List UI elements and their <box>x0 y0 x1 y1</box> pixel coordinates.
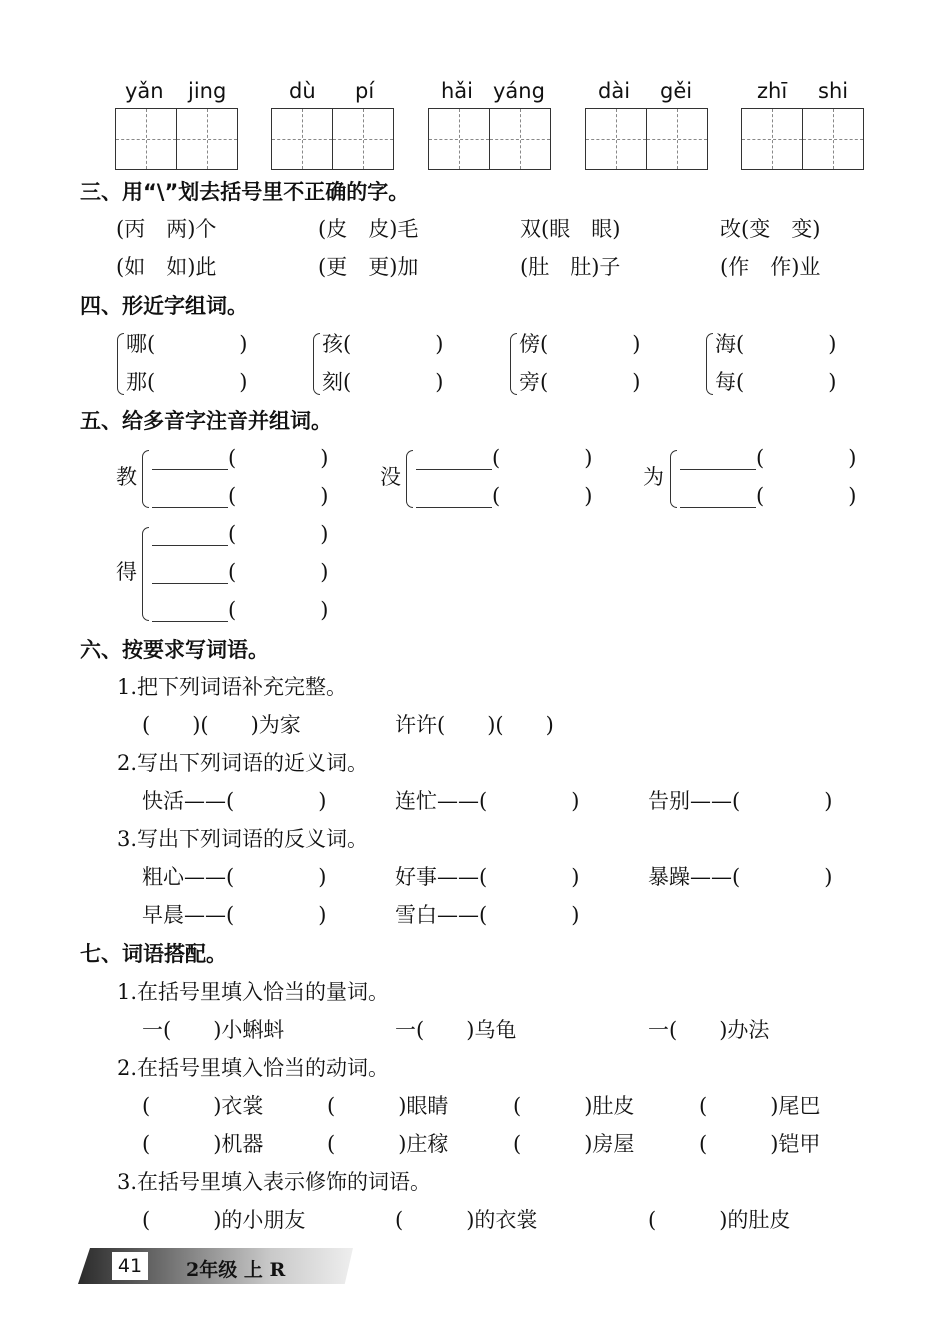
brace <box>510 333 517 395</box>
fill-item[interactable]: ( )尾巴 <box>699 1094 821 1118</box>
pinyin-1b: jing <box>188 79 227 103</box>
pinyin-blank[interactable] <box>152 621 228 622</box>
word-pair-top[interactable]: 海( ) <box>715 332 837 356</box>
pinyin-blank[interactable] <box>152 545 228 546</box>
pinyin-2b: pí <box>355 79 375 103</box>
choice-item[interactable]: (如 如)此 <box>116 255 217 279</box>
choice-item[interactable]: (丙 两)个 <box>116 217 217 241</box>
choice-item[interactable]: 双(眼 眼) <box>520 217 621 241</box>
word-pair-bottom[interactable]: 那( ) <box>126 370 248 394</box>
word-pair-top[interactable]: 傍( ) <box>519 332 641 356</box>
fill-item[interactable]: 雪白——( ) <box>395 903 580 927</box>
fill-item[interactable]: 好事——( ) <box>395 865 580 889</box>
choice-item[interactable]: (肚 肚)子 <box>520 255 621 279</box>
polyphone-char: 为 <box>643 465 664 489</box>
choice-item[interactable]: (更 更)加 <box>318 255 419 279</box>
brace <box>142 527 149 621</box>
word-pair-bottom[interactable]: 旁( ) <box>519 370 641 394</box>
fill-item[interactable]: 暴躁——( ) <box>648 865 833 889</box>
word-paren[interactable]: ( ) <box>228 560 329 584</box>
brace <box>706 333 713 395</box>
fill-item[interactable]: ( )铠甲 <box>699 1132 821 1156</box>
fill-item[interactable]: ( )的衣裳 <box>395 1208 538 1232</box>
pinyin-blank[interactable] <box>152 507 228 508</box>
pinyin-blank[interactable] <box>416 469 492 470</box>
fill-item[interactable]: 连忙——( ) <box>395 789 580 813</box>
fill-item[interactable]: ( )眼睛 <box>327 1094 449 1118</box>
fill-item[interactable]: 一( )办法 <box>648 1018 770 1042</box>
question-1: 1.把下列词语补充完整。 <box>117 675 348 699</box>
writing-box[interactable] <box>585 108 647 170</box>
brace <box>117 333 124 395</box>
writing-box[interactable] <box>332 108 394 170</box>
writing-box[interactable] <box>802 108 864 170</box>
question-3: 3.写出下列词语的反义词。 <box>117 827 369 851</box>
brace <box>406 450 413 508</box>
writing-box[interactable] <box>646 108 708 170</box>
word-paren[interactable]: ( ) <box>756 484 857 508</box>
pinyin-blank[interactable] <box>680 469 756 470</box>
pinyin-blank[interactable] <box>152 469 228 470</box>
brace <box>313 333 320 395</box>
fill-item[interactable]: 快活——( ) <box>142 789 327 813</box>
polyphone-char: 教 <box>116 465 137 489</box>
grade-label: 2年级 上 R <box>186 1259 286 1281</box>
page-number: 41 <box>112 1252 148 1280</box>
fill-item[interactable]: ( )的小朋友 <box>142 1208 306 1232</box>
section6-title: 六、按要求写词语。 <box>80 638 269 662</box>
writing-box[interactable] <box>115 108 177 170</box>
word-paren[interactable]: ( ) <box>228 522 329 546</box>
pinyin-blank[interactable] <box>152 583 228 584</box>
word-paren[interactable]: ( ) <box>492 446 593 470</box>
section7-title: 七、词语搭配。 <box>80 942 227 966</box>
section5-title: 五、给多音字注音并组词。 <box>80 409 332 433</box>
section3-title: 三、用“\”划去括号里不正确的字。 <box>80 180 410 204</box>
word-pair-bottom[interactable]: 刻( ) <box>322 370 444 394</box>
fill-item[interactable]: 粗心——( ) <box>142 865 327 889</box>
polyphone-char: 没 <box>380 465 401 489</box>
writing-box[interactable] <box>489 108 551 170</box>
fill-item[interactable]: ( )庄稼 <box>327 1132 449 1156</box>
fill-item[interactable]: 许许( )( ) <box>395 713 554 737</box>
word-pair-top[interactable]: 孩( ) <box>322 332 444 356</box>
fill-item[interactable]: ( )( )为家 <box>142 713 301 737</box>
fill-item[interactable]: ( )衣裳 <box>142 1094 264 1118</box>
word-paren[interactable]: ( ) <box>228 598 329 622</box>
brace <box>142 450 149 508</box>
pinyin-blank[interactable] <box>680 507 756 508</box>
fill-item[interactable]: 告别——( ) <box>648 789 833 813</box>
writing-box[interactable] <box>741 108 803 170</box>
writing-box[interactable] <box>176 108 238 170</box>
writing-box[interactable] <box>271 108 333 170</box>
question-2: 2.在括号里填入恰当的动词。 <box>117 1056 390 1080</box>
fill-item[interactable]: ( )机器 <box>142 1132 264 1156</box>
pinyin-5b: shi <box>818 79 849 103</box>
word-paren[interactable]: ( ) <box>228 446 329 470</box>
fill-item[interactable]: 一( )乌龟 <box>395 1018 517 1042</box>
choice-item[interactable]: (作 作)业 <box>720 255 821 279</box>
fill-item[interactable]: 一( )小蝌蚪 <box>142 1018 285 1042</box>
pinyin-5a: zhī <box>757 79 788 103</box>
choice-item[interactable]: (皮 皮)毛 <box>318 217 419 241</box>
pinyin-3b: yáng <box>493 79 545 103</box>
word-pair-top[interactable]: 哪( ) <box>126 332 248 356</box>
choice-item[interactable]: 改(变 变) <box>720 217 821 241</box>
section4-title: 四、形近字组词。 <box>80 294 248 318</box>
pinyin-4b: gěi <box>660 79 693 103</box>
word-paren[interactable]: ( ) <box>756 446 857 470</box>
pinyin-1a: yǎn <box>125 79 164 103</box>
fill-item[interactable]: ( )的肚皮 <box>648 1208 791 1232</box>
pinyin-4a: dài <box>598 79 631 103</box>
pinyin-blank[interactable] <box>416 507 492 508</box>
writing-box[interactable] <box>428 108 490 170</box>
fill-item[interactable]: ( )肚皮 <box>513 1094 635 1118</box>
polyphone-char: 得 <box>116 560 137 584</box>
fill-item[interactable]: 早晨——( ) <box>142 903 327 927</box>
word-pair-bottom[interactable]: 每( ) <box>715 370 837 394</box>
pinyin-3a: hǎi <box>441 79 474 103</box>
question-2: 2.写出下列词语的近义词。 <box>117 751 369 775</box>
fill-item[interactable]: ( )房屋 <box>513 1132 635 1156</box>
brace <box>670 450 677 508</box>
question-1: 1.在括号里填入恰当的量词。 <box>117 980 390 1004</box>
question-3: 3.在括号里填入表示修饰的词语。 <box>117 1170 432 1194</box>
word-paren[interactable]: ( ) <box>228 484 329 508</box>
pinyin-2a: dù <box>289 79 316 103</box>
word-paren[interactable]: ( ) <box>492 484 593 508</box>
